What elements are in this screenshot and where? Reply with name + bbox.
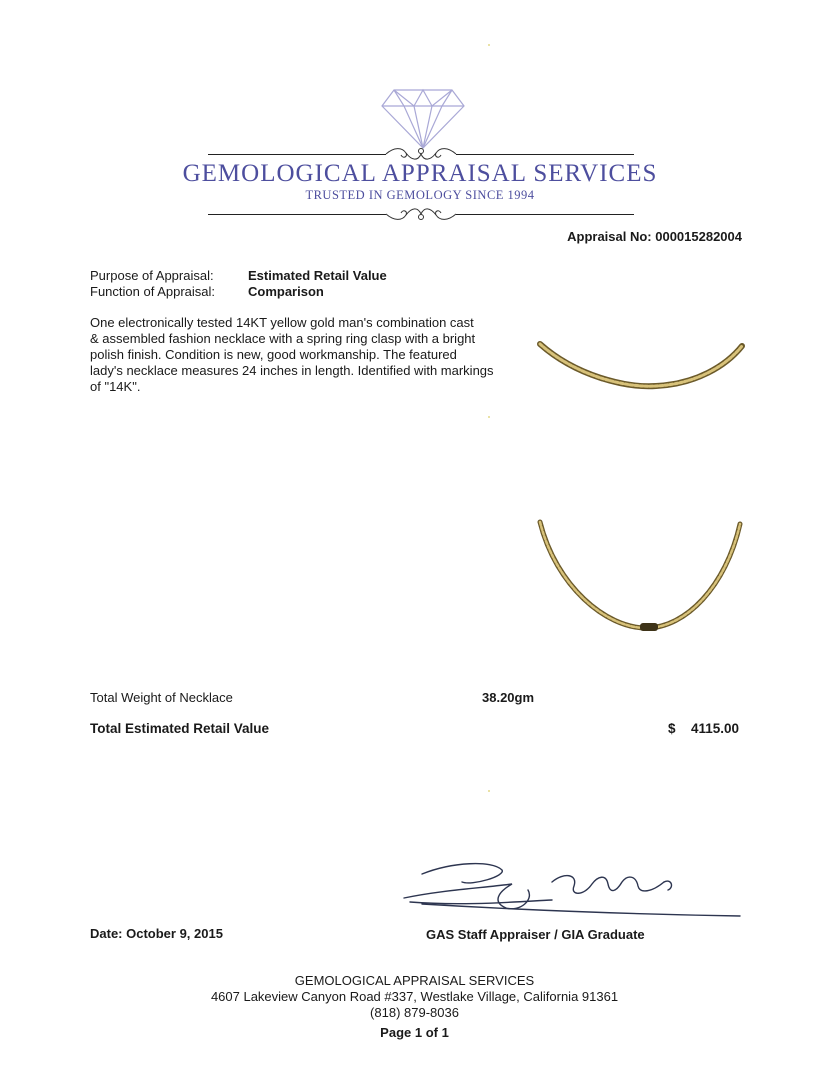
company-name: GEMOLOGICAL APPRAISAL SERVICES — [182, 160, 658, 187]
logo-bottom-rule — [208, 214, 386, 215]
item-description — [90, 315, 520, 395]
currency-symbol: $ — [668, 721, 676, 736]
scan-speck — [488, 416, 490, 418]
scan-speck — [488, 44, 490, 46]
clasp-icon — [640, 623, 658, 631]
purpose-value: Estimated Retail Value — [248, 268, 387, 283]
footer-address: 4607 Lakeview Canyon Road #337, Westlake Village, California 91361 — [210, 989, 619, 1004]
logo-top-rule — [456, 154, 634, 155]
company-tagline: TRUSTED IN GEMOLOGY SINCE 1994 — [305, 188, 535, 202]
necklace-photo-top — [536, 336, 746, 398]
ornament-icon — [384, 205, 458, 223]
scan-speck — [488, 790, 490, 792]
weight-label: Total Weight of Necklace — [90, 690, 233, 705]
page-number: Page 1 of 1 — [380, 1025, 449, 1040]
total-value-label: Total Estimated Retail Value — [90, 721, 270, 736]
description-line: One electronically tested 14KT yellow gold man's combination cast — [90, 315, 474, 330]
function-value: Comparison — [248, 284, 324, 299]
appraiser-signature — [402, 852, 742, 922]
footer-company: GEMOLOGICAL APPRAISAL SERVICES — [294, 973, 535, 988]
diamond-logo-icon — [380, 88, 466, 150]
purpose-label: Purpose of Appraisal: — [90, 268, 214, 283]
logo-top-rule — [208, 154, 386, 155]
description-line: polish finish. Condition is new, good workmanship. The featured — [90, 347, 457, 362]
appraisal-number: Appraisal No: 000015282004 — [567, 229, 742, 244]
footer-phone: (818) 879-8036 — [370, 1005, 459, 1020]
necklace-photo-bottom — [536, 516, 746, 644]
weight-value: 38.20gm — [482, 690, 535, 705]
description-line: lady's necklace measures 24 inches in length. Identified with markings — [90, 363, 494, 378]
appraisal-date: Date: October 9, 2015 — [90, 926, 223, 941]
description-line: & assembled fashion necklace with a spring ring clasp with a bright — [90, 331, 476, 346]
appraiser-title: GAS Staff Appraiser / GIA Graduate — [426, 927, 645, 942]
function-label: Function of Appraisal: — [90, 284, 216, 299]
description-line: of "14K". — [90, 379, 141, 394]
logo-bottom-rule — [456, 214, 634, 215]
total-value: 4115.00 — [691, 721, 740, 736]
